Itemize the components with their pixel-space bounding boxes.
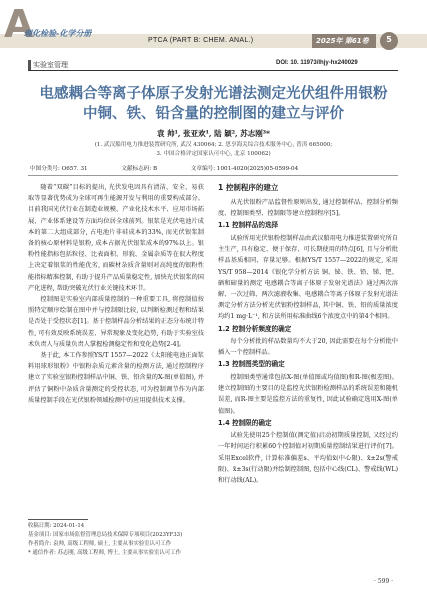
classification-rule (28, 175, 398, 176)
subsection-heading-1-4: 1.4 控制限的确定 (218, 418, 272, 427)
right-column (218, 182, 398, 486)
clc-number: 中图分类号: O657. 31 (30, 166, 88, 172)
subsection-1-1-paragraph: 试验所用光伏银粉控制样品由武汉船用电力推进装置研究所自主生产, 具有稳定、便于保存、可长期使用的特点[6], 且与分析批样品基质相同、存量足够。根据YS/T 1557—2022的规定, 采用YS/T 958—2014《银化学分析方法 铜、铋、铁、铅、锑、钯、硒和碲量的测定 电感耦合等离子体原子发射光谱法》通过两次溶解、一次过筛、两次滤液收集、电感耦合等离子体原子发射光谱法测定分析方法分析光伏银粉控制样品, 其中铜、铁、铅的质量浓度均约1 mg·L⁻¹, 和方法所用标准曲线6个浓度点中的第4个相同。 (218, 234, 398, 321)
authors: 袁 帅¹, 张亚欢¹, 陆 颖², 苏志刚³* (157, 129, 270, 138)
intro-paragraph-2: 控制图是实验室内部质量控制的一种重要工具, 将控制值按照特定顺序绘制在图中并与控制限比较, 以判断检测过程和结果是否处于受控状态[1]。基于控制样品分析结果的正态分布统计特性, 可有效反映系统误差、异常现象及变化趋势, 有助于实验室技术负责人与质量负责人掌握检测稳定性和变化趋势[2-4]。 (28, 296, 204, 348)
affiliation-line-2: 3. 中国合格评定国家认可中心, 北京 100062) (156, 151, 271, 157)
section-tag: 实验室管理 (28, 60, 70, 70)
header-rule (28, 70, 398, 71)
intro-paragraph-3: 基于此, 本工作参照YS/T 1557—2022《太阳能电池正面浆料用球形银粉》中银粉杂质元素含量的检测方法, 通过控制程序建立了实验室银粉控制样品中铜、铁、铅含量的X-图(单值图), 并评估了铜粉中杂质含量测定的受控状态, 可为控制调节作为内部质量控制手段在光伏银粉领域检测中的应用提供技术支撑。 (28, 352, 204, 404)
document-code: 文献标志码: B (121, 166, 158, 172)
journal-english-name: PTCA (PART B: CHEM. ANAL.) (148, 37, 254, 44)
article-title-line-1: 电感耦合等离子体原子发射光谱法测定光伏组件用银粉 (39, 86, 388, 102)
footnote-rule (28, 519, 88, 520)
footnote-corresponding: * 通信作者: 苏志刚, 高级工程师, 博士, 主要从事实验室认可工作 (28, 550, 181, 556)
header-page-number: 5 (386, 35, 392, 44)
article-title-line-2: 中铜、铁、铅含量的控制图的建立与评价 (83, 106, 344, 122)
affiliation-line-1: (1. 武汉船用电力推进装置研究所, 武汉 430064; 2. 思享海关综合技术服务中心, 普洱 665000; (94, 142, 333, 148)
journal-name: 理化检验-化学分册 (24, 29, 92, 38)
classification-line (30, 164, 400, 172)
subsection-1-3-paragraph: 控制图类型通常包括X-图(单值图或均值图)和R-图(极差图)。建立控制图的主要目的是监控光伏银粉检测样品的系统误差和随机误差, 而R-图主要是监控方法的重复性, 因此试验确定选用X-图(单值图)。 (218, 373, 398, 415)
subsection-1-2-paragraph: 每个分析批的样品数量均不大于20, 因此需要在每个分析批中插入一个控制样品。 (218, 338, 398, 357)
year-issue: 2025年 第61卷 (316, 37, 369, 45)
section-1-paragraph: 从光伏银粉产品监督性原则出发, 通过控制样品、控制分析频度、控制图类型、控制限等建立控制程序[5]。 (218, 199, 398, 218)
subsection-heading-1-1: 1.1 控制样品的选择 (218, 221, 279, 230)
left-column (28, 182, 204, 406)
subsection-heading-1-2: 1.2 控制分析频度的确定 (218, 324, 292, 333)
footnote-funding: 基金项目: 国家市场监督管理总局技术保障专项项目(2023YF33) (28, 532, 183, 538)
journal-logo: A (4, 2, 34, 46)
article-number: 文章编号: 1001-4020(2025)05-0599-04 (190, 166, 299, 172)
doi: DOI: 10. 11973/lhjy-hx240029 (276, 60, 358, 66)
subsection-heading-1-3: 1.3 控制图类型的确定 (218, 360, 285, 369)
footer-page-number: · 599 · (374, 578, 394, 585)
footnote-received: 收稿日期: 2024-01-14 (28, 523, 85, 529)
subsection-1-4-paragraph: 试验先使用25个控制值(测定值)启动初期质量控制, 又经过约一年时间运行积累60个控制值对初期质量控制结果进行评价[7]。采用Excel软件, 计算标准偏差s、平均值x̄(中心限)、x̄±2s(警戒限)、x̄±3s(行动限)并绘制控制图, 包括中心线(CL)、警戒线(WL)和行动线(AL)。 (218, 432, 398, 485)
footnote-author: 作者简介: 袁帅, 高级工程师, 硕士, 主要从事实验室认可工作 (28, 541, 172, 547)
intro-paragraph-1: 随着“双碳”目标的提出, 光伏发电因具有清洁、安全、易获取等显著优势成为全球可再生能源开发与利用的重要构成部分。目前我国光伏行业在制造业规模、产业化技术水平、应用市场拓展、产业体系建设等方面均位居全球前列。银浆是光伏电池片成本的第二大组成部分, 占电池片非硅成本的33%, 而光伏银浆制备的核心原材料是银粉, 成本占据光伏银浆成本的97%以上。银粉性能指标包括粒径、比表面积、形貌、金属杂质等在很大程度上决定着银浆的性能优劣, 而碳材杂质含量则对高纯度的银粉性能指标精准控制, 有助于提升产品质量稳定性, 加快光伏银浆的国产化进程, 帮助突破光伏行业关键技术环节。 (28, 184, 204, 292)
section-heading-1: 1 控制程序的建立 (218, 183, 279, 192)
